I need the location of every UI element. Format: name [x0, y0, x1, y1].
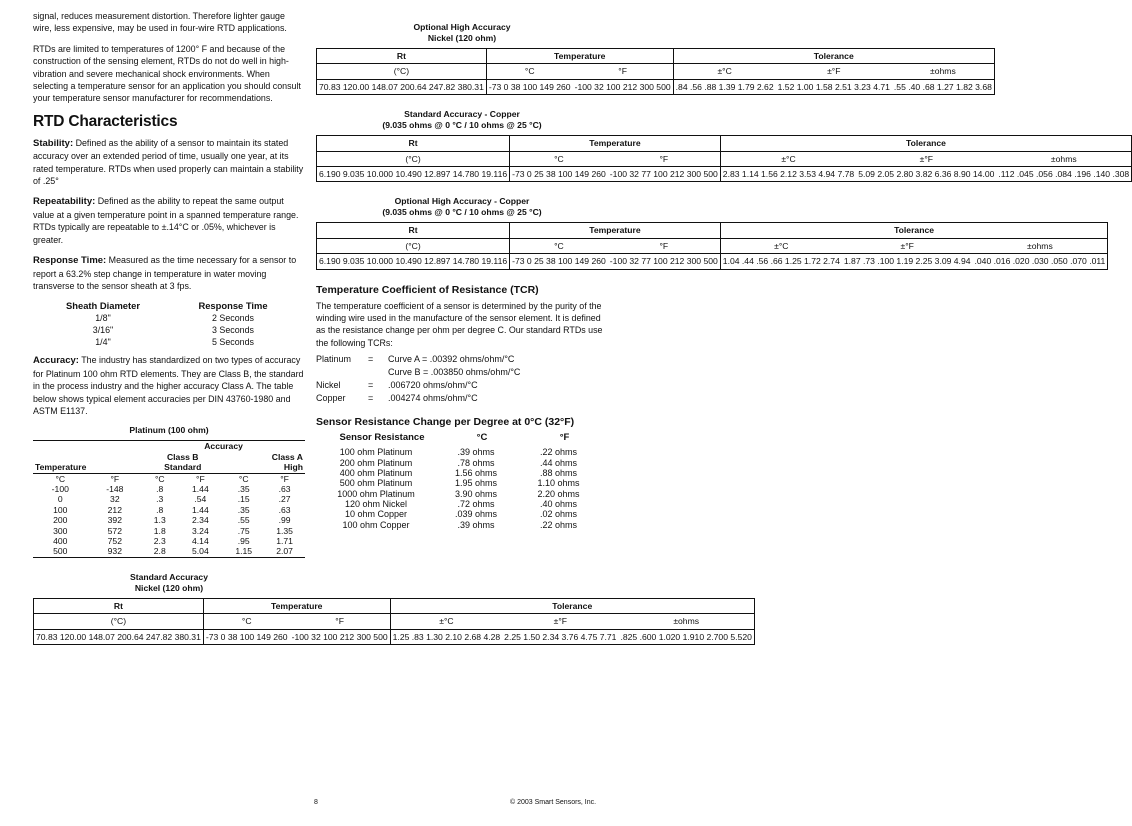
celsius-value: .39 ohms: [457, 447, 495, 458]
table-row: [33, 494, 305, 504]
table-cell: .35: [237, 483, 250, 494]
unit-cell: ±ohms: [618, 614, 754, 629]
sensor-name: 200 ohm Platinum: [339, 457, 413, 468]
table-body-row: [34, 629, 755, 644]
unit-cell: ±°C: [390, 614, 502, 629]
fahrenheit-value: .40 ohms: [539, 498, 578, 509]
table-cell: .27: [278, 494, 291, 505]
table-cell: 392: [107, 515, 122, 526]
unit-cell: °C: [238, 473, 249, 484]
tolerance-header: Tolerance: [720, 136, 1131, 151]
table-cell: 2.3: [153, 536, 166, 546]
table-header-row: [33, 452, 305, 462]
table-row: [33, 484, 305, 494]
table-cell: .99: [278, 515, 291, 526]
unit-cell: (°C): [34, 614, 204, 629]
accuracy-text: The industry has standardized on two types of accuracy for Platinum 100 ohm RTD elements. They are Class B, the standard in the process industry and the higher accuracy Class A. The table below shows typical element accuracies per DIN 43760-1980 and ASTM E1137.: [33, 355, 304, 416]
unit-cell: °F: [290, 614, 391, 629]
celsius-value: 1.56 ohms: [454, 468, 498, 479]
table-header-row: [322, 432, 608, 443]
table-cell: 2.07: [276, 546, 293, 557]
rtd-characteristics-heading: RTD Characteristics: [33, 112, 178, 130]
table-header-row: [317, 49, 995, 64]
tcr-value: .006720 ohms/ohm/°C: [388, 379, 478, 390]
nickel-high-caption: Optional High Accuracy Nickel (120 ohm): [413, 22, 511, 43]
copper-standard-table: [316, 135, 1132, 182]
tolerance-f-values: 5.09 2.05 2.80 3.82 6.36 8.90 14.00: [858, 169, 995, 180]
table-cell: 1.71: [276, 536, 293, 546]
tolerance-c-values: 2.83 1.14 1.56 2.12 3.53 4.94 7.78: [720, 167, 856, 182]
temperature-header: Temperature: [510, 223, 721, 238]
tcr-heading: Temperature Coefficient of Resistance (TCR): [316, 283, 539, 296]
class-a-header: Class A: [271, 451, 303, 462]
table-cell: 1.35: [276, 525, 293, 536]
table-header-row: [34, 598, 755, 613]
unit-cell: ±°C: [720, 151, 856, 166]
sensor-resistance-heading: Sensor Resistance Change per Degree at 0°C (32°F): [316, 416, 575, 429]
copper-high-table: [316, 222, 1108, 269]
table-cell: 752: [107, 536, 122, 546]
fahrenheit-value: .22 ohms: [539, 519, 578, 530]
unit-cell: ±ohms: [973, 238, 1108, 253]
unit-cell: °C: [55, 473, 66, 484]
sheath-diameter-cell: 3/16": [92, 325, 114, 336]
tolerance-f-values: 1.52 1.00 1.58 2.51 3.23 4.71: [777, 81, 890, 92]
response-time-cell: 2 Seconds: [212, 313, 254, 324]
table-cell: 400: [53, 536, 68, 546]
table-row: [33, 536, 305, 546]
table-cell: 5.04: [192, 546, 209, 557]
sensor-name: 500 ohm Platinum: [339, 478, 413, 489]
tcr-list: [316, 353, 608, 404]
table-row: [33, 336, 293, 348]
celsius-values: -73 0 38 100 149 260: [203, 629, 289, 644]
table-cell: 300: [53, 525, 68, 536]
rt-values: 6.190 9.035 10.000 10.490 12.897 14.780 19.116: [319, 169, 508, 180]
unit-cell: ±°F: [856, 151, 996, 166]
unit-cell: ±°F: [776, 64, 892, 79]
table-cell: 1.3: [153, 515, 166, 526]
table-row: [316, 499, 608, 509]
repeatability-term: Repeatability:: [33, 196, 96, 208]
rt-values: 70.83 120.00 148.07 200.64 247.82 380.31: [319, 81, 484, 92]
fahrenheit-value: 1.10 ohms: [537, 478, 580, 489]
table-row: [33, 312, 293, 324]
temperature-header: Temperature: [203, 598, 390, 613]
tolerance-c-values: 1.04 .44 .56 .66 1.25 1.72 2.74: [720, 254, 842, 269]
sensor-resistance-table: [316, 432, 608, 529]
response-time-paragraph: [33, 254, 305, 292]
table-cell: 2.34: [192, 515, 209, 526]
table-cell: 3.24: [192, 525, 209, 536]
unit-cell: °F: [608, 151, 721, 166]
table-cell: 1.8: [153, 525, 166, 536]
table-body-row: [317, 79, 995, 94]
table-row: [33, 546, 305, 557]
table-row: [316, 489, 608, 499]
table-cell: .8: [156, 504, 164, 515]
fahrenheit-value: .44 ohms: [539, 457, 578, 468]
table-cell: 932: [107, 546, 122, 557]
unit-cell: (°C): [317, 64, 487, 79]
table-cell: .54: [194, 494, 207, 505]
table-cell: 100: [53, 504, 68, 515]
tolerance-header: Tolerance: [390, 598, 754, 613]
table-row: [33, 526, 305, 536]
fahrenheit-header: °F: [559, 432, 570, 444]
table-cell: .63: [278, 483, 291, 494]
table-row: [33, 324, 293, 336]
table-cell: 572: [107, 525, 122, 536]
temperature-header: Temperature: [486, 49, 673, 64]
table-body-row: [317, 254, 1108, 269]
table-cell: -100: [51, 483, 69, 494]
table-cell: .15: [237, 494, 250, 505]
table-cell: 200: [53, 515, 68, 526]
table-cell: .3: [156, 494, 164, 505]
response-time-text: Measured as the time necessary for a sensor to report a 63.2% step change in temperature in water moving transverse to the sensor sheath at 3 fps.: [33, 255, 297, 291]
table-cell: .55: [237, 515, 250, 526]
celsius-value: .78 ohms: [457, 457, 495, 468]
unit-cell: ±ohms: [996, 151, 1131, 166]
fahrenheit-values: -100 32 100 212 300 500: [291, 631, 388, 642]
copper-standard-caption: Standard Accuracy - Copper (9.035 ohms @ 0 °C / 10 ohms @ 25 °C): [382, 109, 542, 131]
tcr-equals: =: [368, 392, 374, 403]
table-row: [33, 505, 305, 515]
sheath-diameter-cell: 1/4": [95, 337, 111, 348]
stability-text: Defined as the ability of a sensor to maintain its stated accuracy over an extended period of time, usually one year, at its rated temperature. RTDs when used properly can maintain a stability of .25°: [33, 137, 304, 187]
platinum-table-caption: Platinum (100 ohm): [129, 425, 209, 436]
response-time-cell: 3 Seconds: [212, 325, 254, 336]
table-row: [316, 509, 608, 519]
table-cell: 2.8: [153, 546, 166, 557]
response-time-header: [33, 300, 293, 312]
celsius-values: -73 0 25 38 100 149 260: [510, 167, 608, 182]
table-row: [316, 447, 608, 457]
unit-cell: °C: [510, 238, 608, 253]
tcr-equals: [368, 366, 388, 379]
page-number: 8: [314, 799, 318, 806]
table-cell: -148: [106, 483, 124, 494]
fahrenheit-value: 2.20 ohms: [537, 488, 580, 499]
rt-header: Rt: [317, 223, 510, 238]
table-units-row: [33, 473, 305, 484]
celsius-value: 1.95 ohms: [454, 478, 498, 489]
nickel-standard-caption: Standard Accuracy Nickel (120 ohm): [129, 571, 208, 593]
unit-cell: °C: [486, 64, 572, 79]
tolerance-f-values: 1.87 .73 .100 1.19 2.25 3.09 4.94: [843, 256, 971, 267]
unit-cell: (°C): [317, 151, 510, 166]
tolerance-header: Tolerance: [673, 49, 994, 64]
sheath-diameter-cell: 1/8": [95, 313, 111, 324]
accuracy-term: Accuracy:: [33, 355, 79, 367]
response-time-cell: 5 Seconds: [212, 337, 254, 348]
standard-header: Standard: [164, 462, 202, 473]
tcr-material: Copper: [316, 392, 346, 403]
unit-cell: °C: [154, 473, 165, 484]
unit-cell: °F: [280, 473, 289, 484]
tcr-material: Platinum: [316, 354, 352, 365]
tcr-row: [316, 392, 608, 405]
table-cell: .35: [237, 504, 250, 515]
table-units-row: [317, 151, 1132, 166]
accuracy-header: Accuracy: [204, 441, 243, 452]
copyright-notice: © 2003 Smart Sensors, Inc.: [510, 799, 597, 806]
unit-cell: ±°C: [673, 64, 775, 79]
nickel-standard-table: [33, 598, 755, 645]
unit-cell: ±°F: [842, 238, 973, 253]
sensor-resistance-header: Sensor Resistance: [339, 432, 425, 444]
celsius-value: .72 ohms: [457, 498, 495, 509]
temperature-header: Temperature: [35, 462, 87, 473]
tolerance-ohms-values: .825 .600 1.020 1.910 2.700 5.520: [620, 631, 752, 642]
fahrenheit-value: .22 ohms: [539, 447, 578, 458]
table-row: [316, 520, 608, 530]
tcr-paragraph: The temperature coefficient of a sensor is determined by the purity of the winding wire used in the manufacture of the sensor element. It is defined as the resistance change per ohm per degree C. Our standard RTDs use the following TCRs:: [316, 300, 603, 348]
table-cell: 4.14: [192, 536, 209, 546]
response-time-table: [33, 300, 293, 348]
accuracy-paragraph: [33, 354, 305, 417]
class-b-header: Class B: [166, 451, 199, 462]
table-header-row: [317, 223, 1108, 238]
unit-cell: ±°F: [502, 614, 618, 629]
table-cell: .8: [156, 483, 164, 494]
table-row: [316, 458, 608, 468]
sensor-name: 100 ohm Platinum: [339, 447, 413, 458]
tolerance-ohms-values: .040 .016 .020 .030 .050 .070 .011: [974, 256, 1106, 267]
tcr-equals: =: [368, 354, 374, 365]
fahrenheit-value: .88 ohms: [539, 468, 578, 479]
response-time-term: Response Time:: [33, 255, 107, 267]
platinum-accuracy-table: [33, 440, 305, 557]
celsius-values: -73 0 38 100 149 260: [486, 79, 572, 94]
table-header-row: [33, 462, 305, 473]
table-units-row: [317, 238, 1108, 253]
table-cell: .95: [237, 536, 250, 546]
intro-paragraph-1: signal, reduces measurement distortion. Therefore lighter gauge wire, less expensive, may be used in four-wire RTD applications.: [33, 11, 287, 34]
temperature-header: Temperature: [510, 136, 721, 151]
unit-cell: (°C): [317, 238, 510, 253]
table-body-row: [317, 167, 1132, 182]
stability-term: Stability:: [33, 137, 74, 149]
high-header: High: [283, 462, 303, 473]
table-row: [316, 478, 608, 488]
rt-values: 6.190 9.035 10.000 10.490 12.897 14.780 19.116: [319, 256, 508, 267]
table-row: [33, 515, 305, 525]
celsius-values: -73 0 25 38 100 149 260: [510, 254, 608, 269]
sensor-name: 400 ohm Platinum: [339, 468, 413, 479]
tcr-row: [316, 353, 608, 366]
sensor-name: 100 ohm Copper: [342, 519, 410, 530]
unit-cell: °C: [510, 151, 608, 166]
rt-header: Rt: [317, 136, 510, 151]
tcr-value: Curve A = .00392 ohms/ohm/°C: [388, 354, 515, 365]
sheath-diameter-header: Sheath Diameter: [66, 300, 140, 312]
unit-cell: °F: [196, 473, 205, 484]
unit-cell: °F: [608, 238, 721, 253]
fahrenheit-values: -100 32 100 212 300 500: [574, 81, 671, 92]
table-units-row: [317, 64, 995, 79]
right-column: [316, 22, 1130, 530]
table-units-row: [34, 614, 755, 629]
nickel-high-table: [316, 48, 995, 95]
sensor-name: 10 ohm Copper: [344, 509, 408, 520]
table-header-row: [317, 136, 1132, 151]
celsius-value: 3.90 ohms: [454, 488, 498, 499]
tolerance-c-values: 1.25 .83 1.30 2.10 2.68 4.28: [390, 629, 502, 644]
table-row: [316, 468, 608, 478]
fahrenheit-values: -100 32 77 100 212 300 500: [609, 169, 718, 180]
tcr-row: [316, 379, 608, 392]
rt-values: 70.83 120.00 148.07 200.64 247.82 380.31: [36, 631, 201, 642]
tcr-row: [316, 366, 608, 379]
sensor-name: 120 ohm Nickel: [344, 498, 408, 509]
table-cell: 1.44: [192, 504, 209, 515]
tolerance-ohms-values: .55 .40 .68 1.27 1.82 3.68: [893, 81, 992, 92]
table-cell: 1.15: [235, 546, 253, 557]
table-header-row: [33, 441, 305, 452]
tcr-material: Nickel: [316, 379, 341, 390]
tcr-material: [316, 366, 368, 379]
celsius-value: .039 ohms: [454, 509, 498, 520]
table-cell: 500: [53, 546, 68, 557]
response-time-header-label: Response Time: [198, 300, 268, 312]
unit-cell: ±ohms: [892, 64, 994, 79]
celsius-value: .39 ohms: [457, 519, 495, 530]
sensor-name: 1000 ohm Platinum: [337, 488, 415, 499]
intro-paragraph-2: RTDs are limited to temperatures of 1200° F and because of the construction of the sensing element, RTDs do not do well in high-vibration and severe mechanical shock environments. When selecting a temperature sensor for an application you should consult your temperature sensor manufacturer for recommendations.: [33, 43, 301, 104]
table-cell: 32: [110, 494, 120, 505]
tolerance-ohms-values: .112 .045 .056 .084 .196 .140 .308: [998, 169, 1130, 180]
repeatability-paragraph: [33, 195, 305, 246]
table-cell: 0: [57, 494, 63, 505]
unit-cell: °F: [573, 64, 674, 79]
tolerance-header: Tolerance: [720, 223, 1108, 238]
rt-header: Rt: [317, 49, 487, 64]
tcr-value: .004274 ohms/ohm/°C: [388, 392, 478, 403]
copper-high-caption: Optional High Accuracy - Copper (9.035 ohms @ 0 °C / 10 ohms @ 25 °C): [382, 196, 542, 218]
unit-cell: °C: [203, 614, 289, 629]
tcr-equals: =: [368, 379, 374, 390]
repeatability-text: Defined as the ability to repeat the same output value at a given temperature point in a spanned temperature range. RTDs typically are repeatable to ±.14°C or .05%, whichever is greater.: [33, 196, 299, 245]
rt-header: Rt: [34, 598, 204, 613]
fahrenheit-values: -100 32 77 100 212 300 500: [609, 256, 718, 267]
unit-cell: ±°C: [720, 238, 842, 253]
table-cell: 212: [107, 504, 122, 515]
table-cell: .75: [237, 525, 250, 536]
tcr-value: Curve B = .003850 ohms/ohm/°C: [388, 367, 521, 378]
stability-paragraph: [33, 137, 305, 188]
tolerance-f-values: 2.25 1.50 2.34 3.76 4.75 7.71: [504, 631, 617, 642]
fahrenheit-value: .02 ohms: [539, 509, 578, 520]
unit-cell: °F: [110, 473, 120, 484]
table-cell: .63: [278, 504, 291, 515]
table-cell: 1.44: [192, 483, 209, 494]
tolerance-c-values: .84 .56 .88 1.39 1.79 2.62: [673, 79, 775, 94]
celsius-header: °C: [476, 432, 488, 444]
